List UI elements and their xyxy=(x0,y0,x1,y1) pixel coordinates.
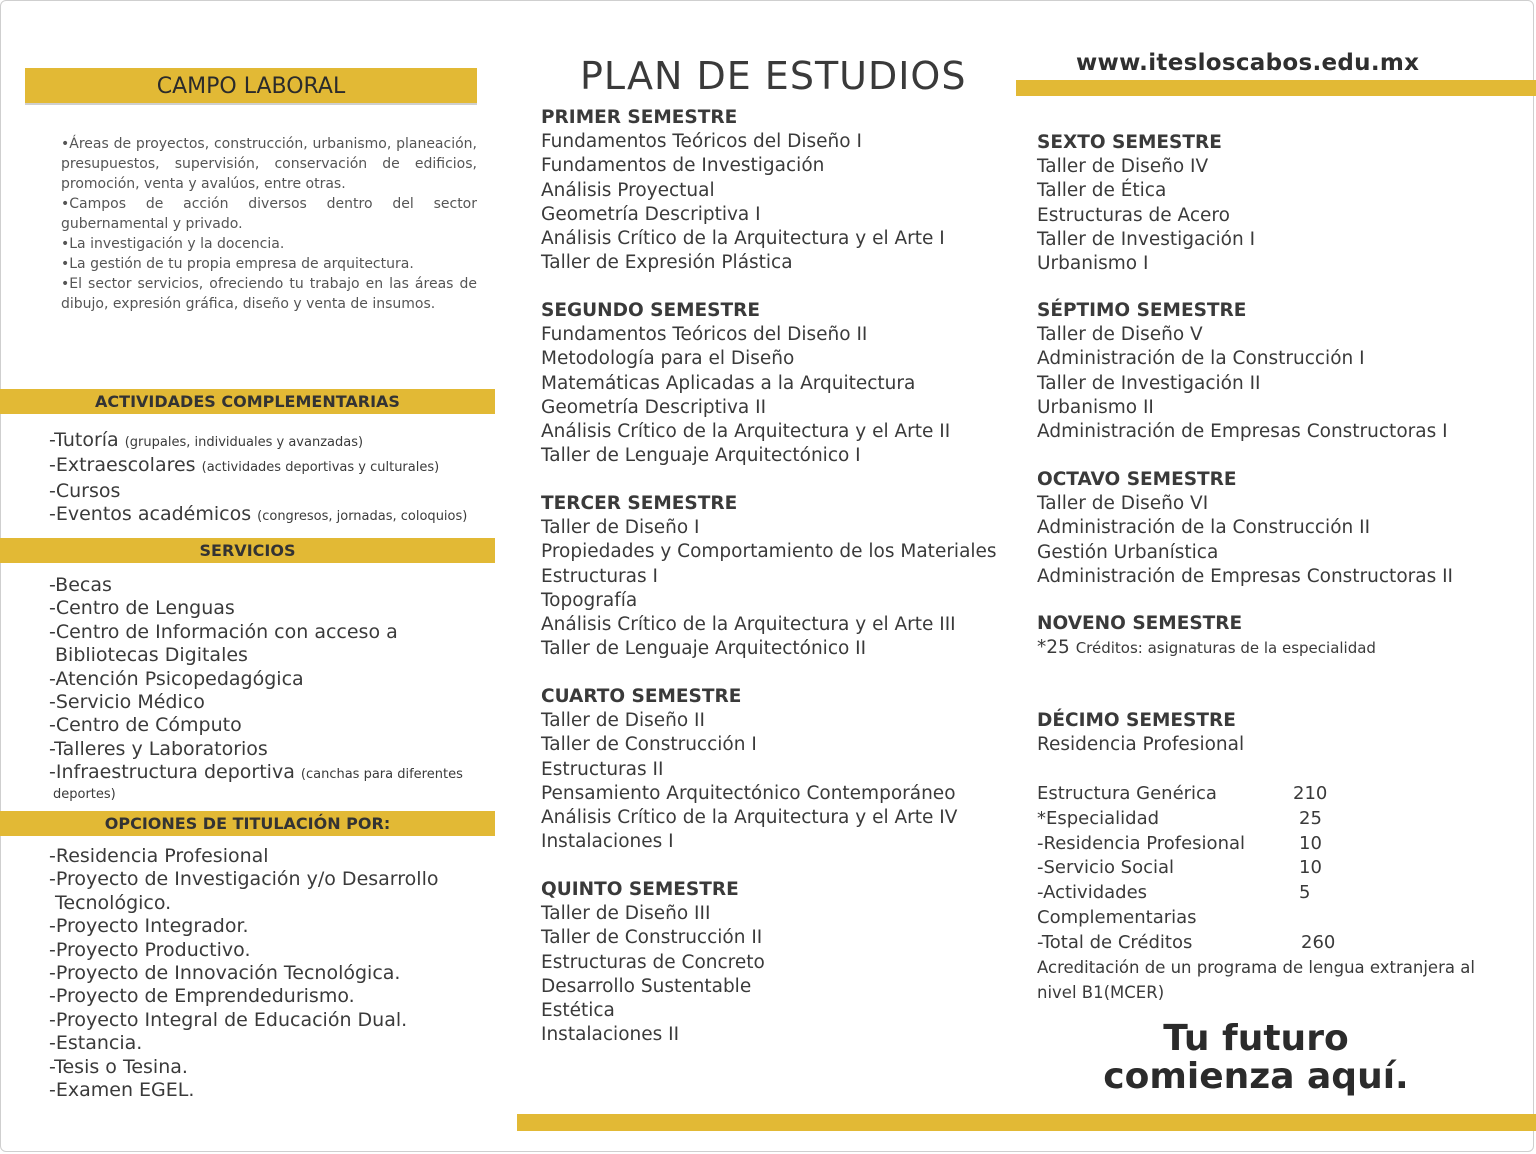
header-accent-bar xyxy=(1016,80,1536,96)
semester-heading: QUINTO SEMESTRE xyxy=(541,879,739,900)
credit-row: -Actividades Complementarias 5 xyxy=(1037,882,1311,928)
list-item: -Talleres y Laboratorios xyxy=(49,737,268,760)
servicios-banner: SERVICIOS xyxy=(0,538,495,563)
course: Propiedades y Comportamiento de los Materiales xyxy=(541,541,997,563)
semester-heading: SEGUNDO SEMESTRE xyxy=(541,300,761,321)
course: Análisis Crítico de la Arquitectura y el Arte III xyxy=(541,614,956,636)
course: Taller de Investigación I xyxy=(1037,228,1256,250)
course: Estructuras II xyxy=(541,758,664,780)
course: Instalaciones I xyxy=(541,831,674,853)
acreditacion-note: Acreditación de un programa de lengua extranjera al nivel B1(MCER) xyxy=(1037,958,1475,1002)
course: Metodología para el Diseño xyxy=(541,348,795,370)
list-item: Tecnológico. xyxy=(55,891,172,914)
course: Taller de Diseño I xyxy=(541,517,700,539)
course: Taller de Diseño V xyxy=(1037,324,1203,346)
course: Taller de Expresión Plástica xyxy=(541,252,793,274)
course: Análisis Crítico de la Arquitectura y el Arte II xyxy=(541,421,951,443)
semester-heading: OCTAVO SEMESTRE xyxy=(1037,469,1237,490)
course: Taller de Ética xyxy=(1037,180,1167,202)
list-item: -Tesis o Tesina. xyxy=(49,1055,188,1078)
semester-block xyxy=(1037,612,1517,660)
campo-laboral-title: CAMPO LABORAL xyxy=(156,74,346,99)
list-item: -Centro de Cómputo xyxy=(49,714,242,737)
slogan-line: Tu futuro xyxy=(1163,1018,1349,1059)
servicios-list xyxy=(49,574,463,803)
credit-row: -Residencia Profesional 10 xyxy=(1037,832,1322,854)
list-item: -Servicio Médico xyxy=(49,691,205,714)
campo-item: •Áreas de proyectos, construcción, urbanismo, planeación, presupuestos, supervisión, conservación de edificios, promoción, venta y avalúos, entre otras. xyxy=(61,136,477,192)
semester-block xyxy=(541,878,981,1047)
plan-title: PLAN DE ESTUDIOS xyxy=(580,54,967,98)
list-item: -Proyecto de Innovación Tecnológica. xyxy=(49,962,401,985)
semester-block xyxy=(1037,299,1517,444)
course: Taller de Diseño VI xyxy=(1037,493,1209,515)
list-item: -Atención Psicopedagógica xyxy=(49,667,304,690)
course: Taller de Diseño IV xyxy=(1037,156,1209,178)
list-item: -Becas xyxy=(49,574,112,596)
semester-block xyxy=(1037,468,1517,589)
course: Administración de Empresas Constructoras I xyxy=(1037,421,1448,443)
list-item: -Infraestructura deportiva (canchas para diferentes xyxy=(49,761,463,784)
semester-heading: DÉCIMO SEMESTRE xyxy=(1037,710,1236,731)
list-item: Bibliotecas Digitales xyxy=(55,644,248,667)
list-item: -Proyecto Integral de Educación Dual. xyxy=(49,1008,408,1031)
course: Topografía xyxy=(541,589,638,611)
course: Urbanismo II xyxy=(1037,396,1154,418)
course: Estructuras de Acero xyxy=(1037,204,1230,226)
course: Urbanismo I xyxy=(1037,253,1149,275)
list-item: -Proyecto de Investigación y/o Desarrollo xyxy=(49,868,439,891)
list-item: -Cursos xyxy=(49,479,121,502)
campo-item: •Campos de acción diversos dentro del sector gubernamental y privado. xyxy=(61,196,477,232)
course: Fundamentos Teóricos del Diseño II xyxy=(541,324,868,346)
course: Residencia Profesional xyxy=(1037,734,1245,756)
course: Desarrollo Sustentable xyxy=(541,975,752,997)
course: Fundamentos de Investigación xyxy=(541,155,825,177)
course: Análisis Crítico de la Arquitectura y el Arte IV xyxy=(541,807,958,829)
semester-heading: SEXTO SEMESTRE xyxy=(1037,132,1222,153)
list-item: -Eventos académicos (congresos, jornadas, coloquios) xyxy=(49,503,468,526)
course: Estructuras de Concreto xyxy=(541,951,765,973)
course: Taller de Diseño II xyxy=(541,710,705,732)
list-item: -Proyecto Integrador. xyxy=(49,915,249,938)
course: Administración de Empresas Constructoras II xyxy=(1037,565,1454,587)
campo-laboral-text xyxy=(61,134,477,314)
course: Geometría Descriptiva I xyxy=(541,203,761,225)
semester-heading: CUARTO SEMESTRE xyxy=(541,686,742,707)
titulacion-banner: OPCIONES DE TITULACIÓN POR: xyxy=(0,811,495,836)
course: Taller de Investigación II xyxy=(1037,372,1261,394)
credit-row: -Total de Créditos 260 xyxy=(1037,931,1336,953)
campo-item: •La investigación y la docencia. xyxy=(61,236,285,252)
credit-row: -Servicio Social 10 xyxy=(1037,857,1322,879)
credits-table xyxy=(1037,782,1335,956)
course: Instalaciones II xyxy=(541,1024,680,1046)
semester-block xyxy=(541,299,981,468)
list-item: -Tutoría (grupales, individuales y avanzadas) xyxy=(49,429,364,451)
list-item: deportes) xyxy=(53,786,116,802)
course: Taller de Lenguaje Arquitectónico II xyxy=(541,638,867,660)
course: Análisis Crítico de la Arquitectura y el Arte I xyxy=(541,228,945,250)
semester-block xyxy=(541,492,1011,661)
semester-heading: SÉPTIMO SEMESTRE xyxy=(1037,300,1247,321)
course: Estética xyxy=(541,1000,615,1022)
course: Fundamentos Teóricos del Diseño I xyxy=(541,131,862,153)
course: Taller de Diseño III xyxy=(541,903,711,925)
titulacion-list xyxy=(49,845,438,1102)
course: Administración de la Construcción II xyxy=(1037,517,1371,539)
actividades-banner: ACTIVIDADES COMPLEMENTARIAS xyxy=(0,389,495,414)
actividades-list xyxy=(49,429,467,529)
semester-heading: PRIMER SEMESTRE xyxy=(541,107,738,128)
list-item: -Centro de Información con acceso a xyxy=(49,620,398,643)
list-item: -Estancia. xyxy=(49,1032,143,1055)
course: Taller de Construcción I xyxy=(541,734,757,756)
list-item: -Extraescolares (actividades deportivas y culturales) xyxy=(49,454,440,477)
website-url[interactable]: www.itesloscabos.edu.mx xyxy=(1076,50,1420,76)
list-item: -Examen EGEL. xyxy=(49,1079,195,1102)
list-item: -Residencia Profesional xyxy=(49,845,269,867)
semester-heading: TERCER SEMESTRE xyxy=(541,493,738,514)
semester-block xyxy=(1037,131,1517,276)
semester-heading: NOVENO SEMESTRE xyxy=(1037,613,1243,634)
course: Análisis Proyectual xyxy=(541,179,715,201)
campo-item: •El sector servicios, ofreciendo tu trabajo en las áreas de dibujo, expresión gráfica, diseño y venta de insumos. xyxy=(61,276,477,312)
course: Estructuras I xyxy=(541,565,658,587)
semester-block xyxy=(541,685,981,854)
credit-row: *Especialidad 25 xyxy=(1037,807,1322,829)
course: Administración de la Construcción I xyxy=(1037,348,1365,370)
course: Taller de Construcción II xyxy=(541,927,763,949)
slogan xyxy=(1096,1020,1416,1096)
course: Gestión Urbanística xyxy=(1037,541,1219,563)
course: Geometría Descriptiva II xyxy=(541,396,767,418)
semester-block xyxy=(541,106,981,275)
course: *25 Créditos: asignaturas de la especialidad xyxy=(1037,637,1376,659)
course: Taller de Lenguaje Arquitectónico I xyxy=(541,445,861,467)
credit-row: Estructura Genérica 210 xyxy=(1037,783,1328,804)
list-item: -Centro de Lenguas xyxy=(49,597,235,620)
campo-item: •La gestión de tu propia empresa de arquitectura. xyxy=(61,256,414,272)
list-item: -Proyecto Productivo. xyxy=(49,938,251,961)
course: Pensamiento Arquitectónico Contemporáneo xyxy=(541,782,956,804)
footer-accent-bar xyxy=(517,1114,1536,1131)
semester-block xyxy=(1037,709,1517,757)
slogan-line: comienza aquí. xyxy=(1103,1056,1409,1097)
course: Matemáticas Aplicadas a la Arquitectura xyxy=(541,372,916,394)
list-item: -Proyecto de Emprendedurismo. xyxy=(49,985,355,1008)
